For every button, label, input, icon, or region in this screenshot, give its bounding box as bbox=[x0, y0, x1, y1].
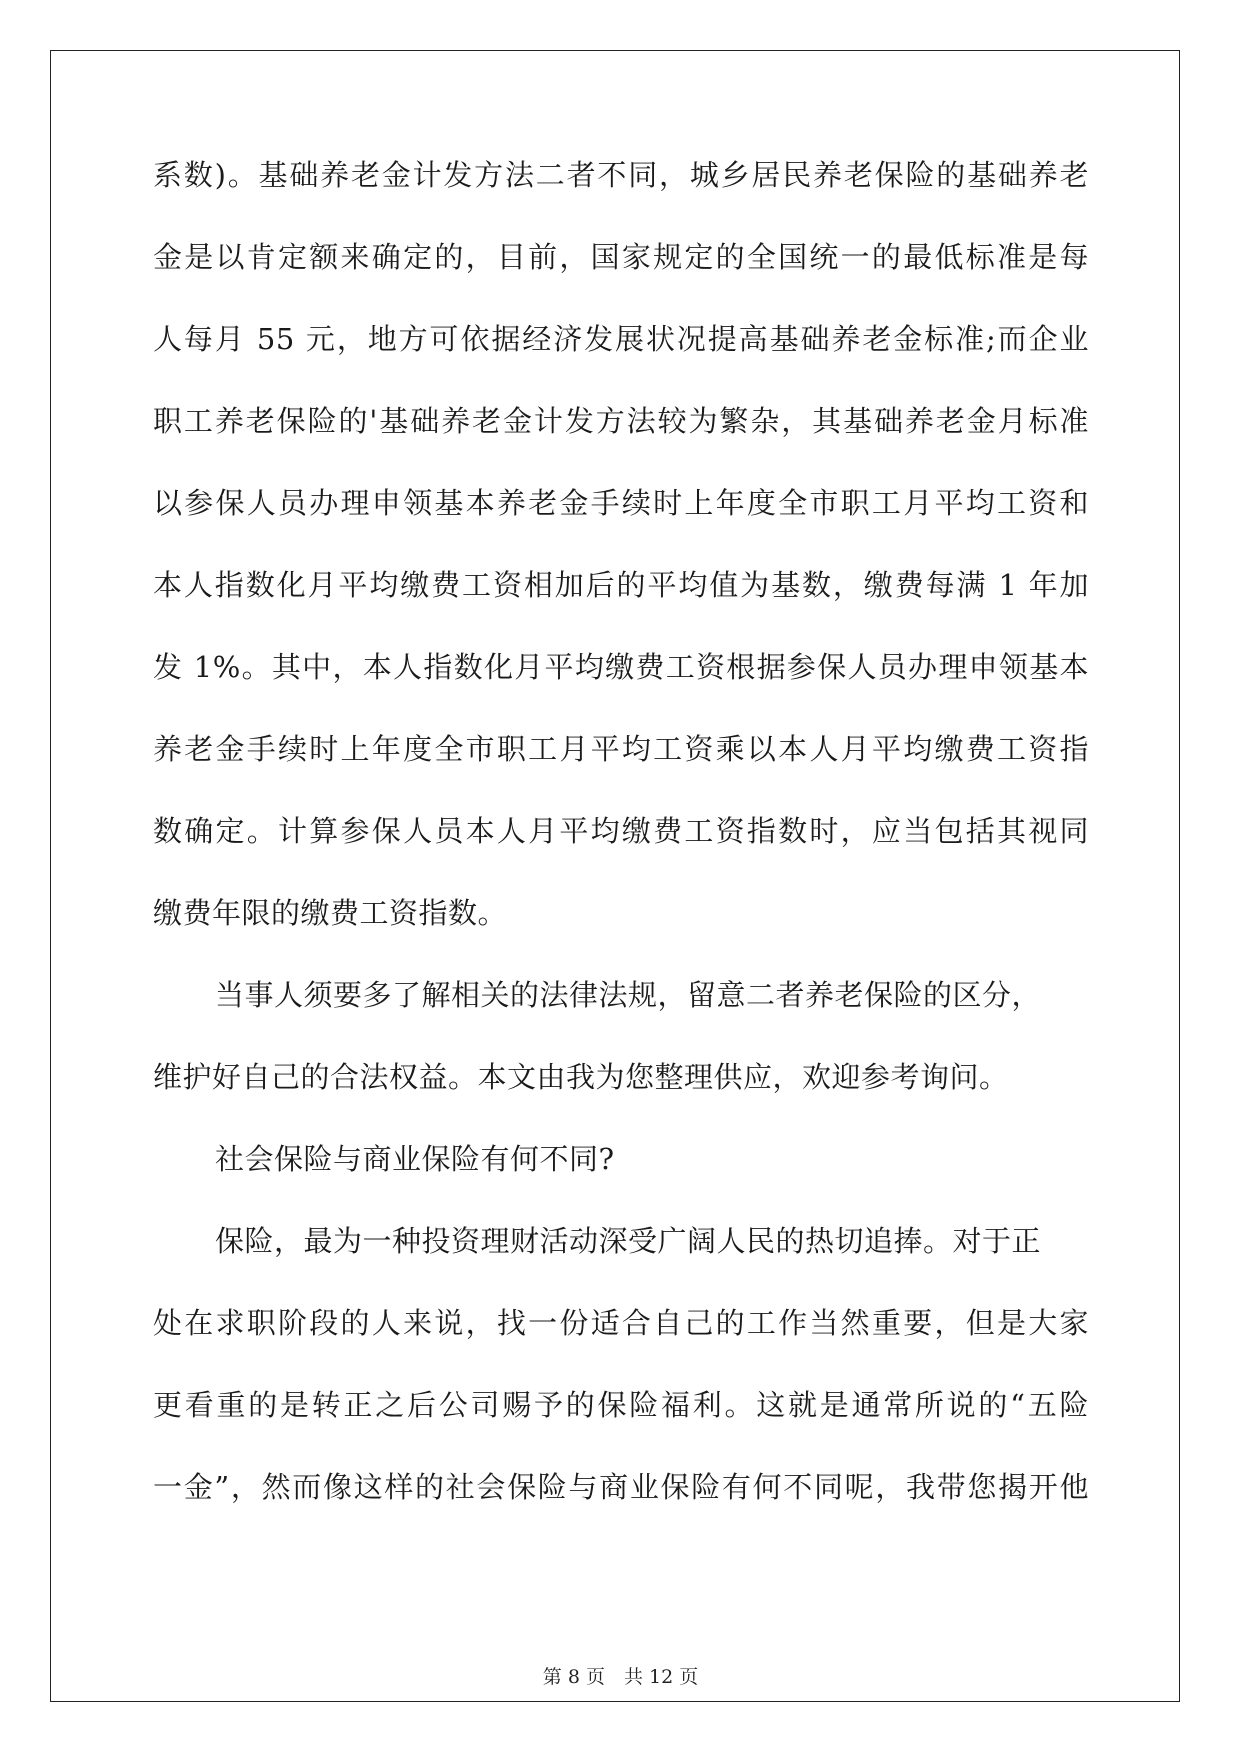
paragraph-line: 以参保人员办理申领基本养老金手续时上年度全市职工月平均工资和 bbox=[153, 486, 1089, 520]
paragraph-line: 系数)。基础养老金计发方法二者不同，城乡居民养老保险的基础养老 bbox=[153, 158, 1089, 192]
paragraph-line: 养老金手续时上年度全市职工月平均工资乘以本人月平均缴费工资指 bbox=[153, 732, 1089, 766]
page-footer bbox=[0, 1662, 1241, 1689]
paragraph-line: 处在求职阶段的人来说，找一份适合自己的工作当然重要，但是大家 bbox=[153, 1306, 1089, 1340]
document-body bbox=[153, 160, 1089, 1554]
paragraph-line: 人每月 55 元，地方可依据经济发展状况提高基础养老金标准;而企业 bbox=[153, 322, 1089, 356]
paragraph-line: 当事人须要多了解相关的法律法规，留意二者养老保险的区分， bbox=[215, 978, 1042, 1012]
paragraph-line: 金是以肯定额来确定的，目前，国家规定的全国统一的最低标准是每 bbox=[153, 240, 1089, 274]
section-heading: 社会保险与商业保险有何不同? bbox=[215, 1142, 615, 1176]
paragraph-line: 本人指数化月平均缴费工资相加后的平均值为基数，缴费每满 1 年加 bbox=[153, 568, 1089, 602]
paragraph-line: 保险，最为一种投资理财活动深受广阔人民的热切追捧。对于正 bbox=[215, 1224, 1042, 1258]
paragraph-line: 发 1%。其中，本人指数化月平均缴费工资根据参保人员办理申领基本 bbox=[153, 650, 1089, 684]
paragraph-line: 数确定。计算参保人员本人月平均缴费工资指数时，应当包括其视同 bbox=[153, 814, 1089, 848]
paragraph-line: 维护好自己的合法权益。本文由我为您整理供应，欢迎参考询问。 bbox=[153, 1060, 1009, 1094]
paragraph-line: 一金”，然而像这样的社会保险与商业保险有何不同呢，我带您揭开他 bbox=[153, 1470, 1089, 1504]
page-number: 第 8 页 共 12 页 bbox=[542, 1666, 699, 1688]
paragraph-line: 职工养老保险的'基础养老金计发方法较为繁杂，其基础养老金月标准 bbox=[153, 404, 1089, 438]
paragraph-line: 更看重的是转正之后公司赐予的保险福利。这就是通常所说的“五险 bbox=[153, 1388, 1089, 1422]
paragraph-line: 缴费年限的缴费工资指数。 bbox=[153, 896, 508, 930]
